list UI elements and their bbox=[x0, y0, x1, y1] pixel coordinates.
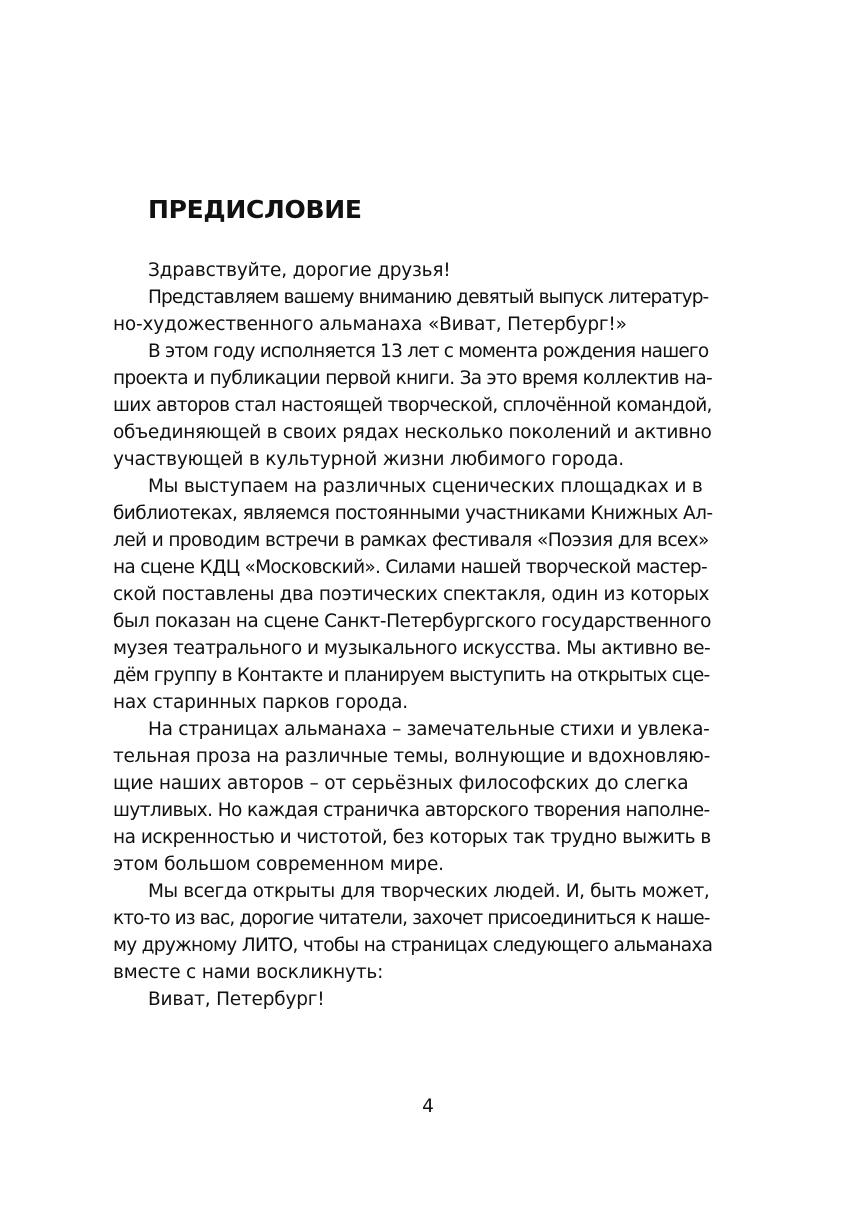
text-line: нах старинных парков города. bbox=[113, 692, 408, 713]
text-line: кто-то из вас, дорогие читатели, захочет присоединиться к наше- bbox=[113, 908, 710, 929]
page-title: ПРЕДИСЛОВИЕ bbox=[148, 195, 362, 224]
text-line: на сцене КДЦ «Московский». Силами нашей творческой мастер- bbox=[113, 557, 707, 578]
text-line: Здравствуйте, дорогие друзья! bbox=[148, 260, 451, 281]
text-line: Мы всегда открыты для творческих людей. И, быть может, bbox=[148, 881, 710, 902]
text-line: Представляем вашему вниманию девятый выпуск литератур- bbox=[148, 287, 709, 308]
text-line: проекта и публикации первой книги. За это время коллектив на- bbox=[113, 368, 712, 389]
text-line: ской поставлены два поэтических спектакля, один из которых bbox=[113, 584, 710, 605]
text-line: Мы выступаем на различных сценических площадках и в bbox=[148, 476, 703, 497]
text-line: тельная проза на различные темы, волнующие и вдохновляю- bbox=[113, 746, 710, 767]
text-line: но-художественного альманаха «Виват, Петербург!» bbox=[113, 314, 627, 335]
text-line: был показан на сцене Санкт-Петербургского государственного bbox=[113, 611, 711, 632]
text-line: на искренностью и чистотой, без которых так трудно выжить в bbox=[113, 827, 711, 848]
text-line: шутливых. Но каждая страничка авторского творения наполне- bbox=[113, 800, 710, 821]
text-line: этом большом современном мире. bbox=[113, 854, 444, 875]
text-line: дём группу в Контакте и планируем выступить на открытых сце- bbox=[113, 665, 710, 686]
text-line: лей и проводим встречи в рамках фестиваля «Поэзия для всех» bbox=[113, 530, 709, 551]
text-line: музея театрального и музыкального искусства. Мы активно ве- bbox=[113, 638, 711, 659]
text-line: щие наших авторов – от серьёзных философских до слегка bbox=[113, 773, 689, 794]
text-line: ших авторов стал настоящей творческой, сплочённой командой, bbox=[113, 395, 712, 416]
text-line: вместе с нами воскликнуть: bbox=[113, 962, 384, 983]
text-line: библиотеках, являемся постоянными участниками Книжных Ал- bbox=[113, 503, 713, 524]
text-line: Виват, Петербург! bbox=[148, 989, 325, 1010]
text-line: В этом году исполняется 13 лет с момента рождения нашего bbox=[148, 341, 709, 362]
page-number: 4 bbox=[422, 1096, 434, 1117]
text-line: объединяющей в своих рядах несколько поколений и активно bbox=[113, 422, 712, 443]
text-line: му дружному ЛИТО, чтобы на страницах следующего альманаха bbox=[113, 935, 713, 956]
text-line: участвующей в культурной жизни любимого города. bbox=[113, 449, 624, 470]
text-line: На страницах альманаха – замечательные стихи и увлека- bbox=[148, 719, 710, 740]
